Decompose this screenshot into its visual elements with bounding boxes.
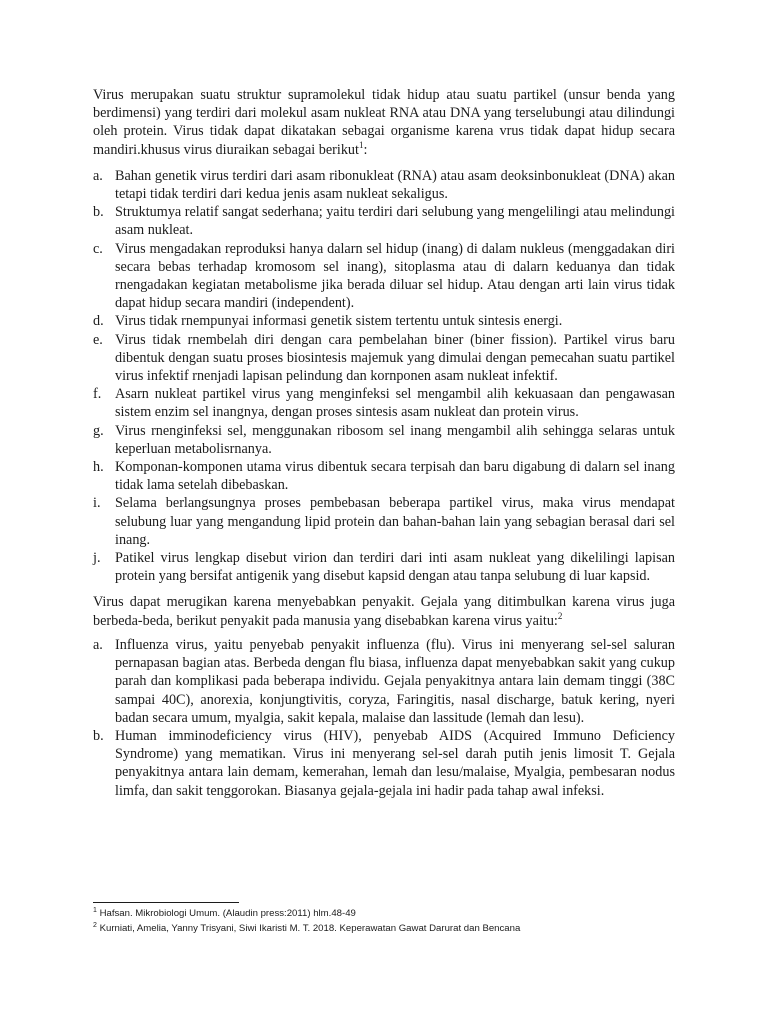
diseases-intro-text: Virus dapat merugikan karena menyebabkan penyakit. Gejala yang ditimbulkan karena virus juga berbeda-beda, berikut penyakit pada manusia yang disebabkan karena virus yaitu: [93,594,675,629]
list-item [93,422,675,458]
list-item-text: Human imminodeficiency virus (HIV), penyebab AIDS (Acquired Immuno Deficiency Syndrome) yang mematikan. Virus ini menyerang sel-sel darah putih jenis limosit T. Gejala penyakitnya antara lain demam, kemerahan, lemah dan lesu/malaise, Myalgia, pembesaran nodus limfa, dan sakit tenggorokan. Biasanya gejala-gejala ini hadir pada tahap awal infeksi. [115,727,675,799]
intro-text: Virus merupakan suatu struktur supramolekul tidak hidup atau suatu partikel (unsur benda yang berdimensi) yang terdiri dari molekul asam nukleat RNA atau DNA yang terselubungi atau dilindungi oleh protein. Virus tidak dapat dikatakan sebagai organisme karena vrus tidak dapat hidup secara mandiri.khusus virus diuraikan sebagai berikut [93,87,675,158]
list-item-text: Asarn nukleat partikel virus yang menginfeksi sel mengambil alih kekuasaan dan pengawasan sistem enzim sel inangnya, dengan proses sintesis asam nukleat dan protein virus. [115,386,675,421]
intro-paragraph [93,86,675,159]
list-item-text: Virus tidak rnembelah diri dengan cara pembelahan biner (biner fission). Partikel virus baru dibentuk dengan suatu proses biosintesis majemuk yang dimulai dengan pemecahan suatu partikel virus infektif rnenjadi lapisan pelindung dan kornponen asam nukleat infektif. [115,331,675,385]
list-item-text: Influenza virus, yaitu penyebab penyakit influenza (flu). Virus ini menyerang sel-sel saluran pernapasan bagian atas. Berbeda dengan flu biasa, influenza dapat menyebabkan sakit yang cukup parah dan komplikasi pada beberapa individu. Gejala penyakitnya antara lain demam tinggi (38C sampai 40C), anorexia, konjungtivitis, coryza, Faringitis, nasal discharge, batuk kering, nyeri badan secara umum, myalgia, sakit kepala, malaise dan lassitude (lemah dan lesu). [115,636,675,726]
footnote-number: 1 [93,907,97,914]
footnote-divider [93,902,239,903]
diseases-paragraph [93,593,675,629]
list-item-text: Struktumya relatif sangat sederhana; yaitu terdiri dari selubung yang mengelilingi atau melindungi asam nukleat. [115,204,675,239]
list-marker: h. [93,459,104,476]
list-item [93,636,675,727]
list-item [93,312,675,330]
list-item [93,203,675,239]
virus-characteristics-list [93,167,675,586]
list-item-text: Virus rnenginfeksi sel, menggunakan ribosom sel inang mengambil alih sehingga selaras untuk keperluan metabolisrnanya. [115,422,675,457]
footnote-ref-1[interactable]: 1 [358,139,364,150]
list-marker: a. [93,636,103,653]
list-marker: b. [93,204,104,221]
list-item-text: Virus tidak rnempunyai informasi genetik sistem tertentu untuk sintesis energi. [115,313,563,330]
footnote-1 [93,906,693,921]
document-body [93,86,675,800]
list-marker: i. [93,495,101,512]
list-item [93,240,675,313]
footnote-2 [93,921,693,936]
footnote-number: 2 [93,922,97,929]
list-marker: g. [93,422,104,439]
list-item-text: Patikel virus lengkap disebut virion dan terdiri dari inti asam nukleat yang dikelilingi lapisan protein yang bersifat antigenik yang disebut kapsid dengan atau tanpa selubung di luar kapsid. [115,550,675,585]
list-marker: a. [93,167,103,184]
list-marker: j. [93,550,101,567]
virus-diseases-list [93,636,675,800]
footnote-ref-2[interactable]: 2 [557,610,563,621]
list-marker: f. [93,386,102,403]
list-item [93,331,675,386]
list-marker: c. [93,240,103,257]
list-item [93,385,675,421]
list-marker: e. [93,331,103,348]
list-item [93,727,675,800]
footnote-text: Kurniati, Amelia, Yanny Trisyani, Siwi Ikaristi M. T. 2018. Keperawatan Gawat Darurat dan Bencana [99,923,521,934]
list-item [93,494,675,549]
list-item [93,458,675,494]
intro-suffix: : [363,141,368,158]
list-item [93,167,675,203]
list-item-text: Virus mengadakan reproduksi hanya dalarn sel hidup (inang) di dalam nukleus (menggadakan diri secara bebas terhadap kromosom sel inang), sitoplasma atau di dalarn keduanya dan tidak rnengadakan kegiatan metabolisme jika berada diluar sel hidup. Atau dengan arti lain virus tidak dapat hidup secara mandiri (independent). [115,240,675,312]
list-item [93,549,675,585]
list-item-text: Selama berlangsungnya proses pembebasan beberapa partikel virus, maka virus mendapat selubung luar yang mengandung lipid protein dan bahan-bahan lain yang sebagian berasal dari sel inang. [115,495,675,548]
list-marker: b. [93,727,104,744]
footnote-text: Hafsan. Mikrobiologi Umum. (Alaudin press:2011) hlm.48-49 [99,908,356,919]
list-marker: d. [93,313,104,330]
list-item-text: Bahan genetik virus terdiri dari asam ribonukleat (RNA) atau asam deoksinbonukleat (DNA) akan tetapi tidak terdiri dari kedua jenis asam nukleat sekaligus. [115,167,675,203]
list-item-text: Komponan-komponen utama virus dibentuk secara terpisah dan baru digabung di dalarn sel inang tidak lama setelah dibebaskan. [115,459,675,494]
footnotes [93,902,693,936]
